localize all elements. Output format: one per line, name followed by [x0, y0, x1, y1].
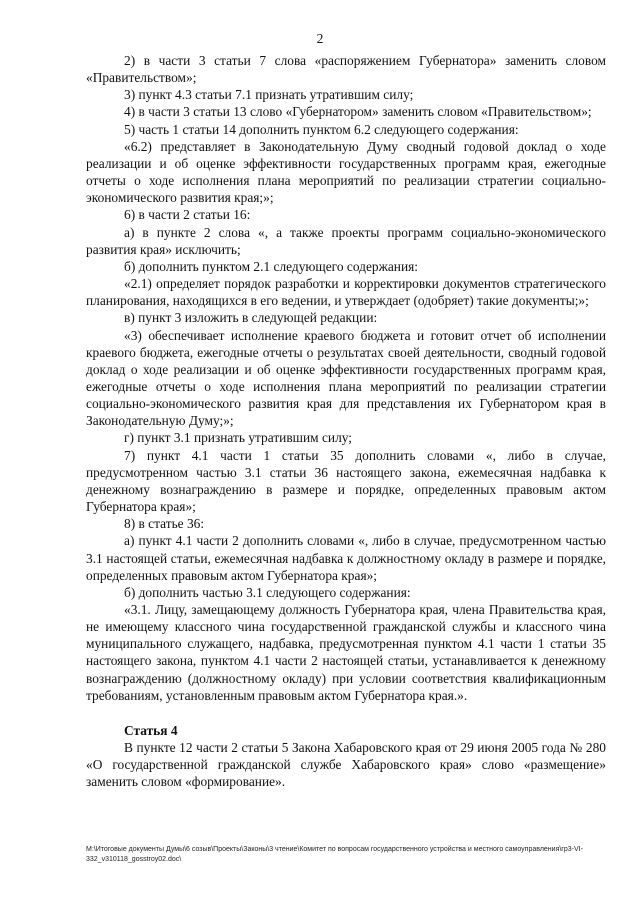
paragraph: 7) пункт 4.1 части 1 статьи 35 дополнить словами «, либо в случае, предусмотренном частью 3.1 статьи 36 настоящего закона, ежемесячная надбавка к денежному вознаграждению в размере и порядке, определенных правовым актом Губернатора края»; — [86, 447, 606, 515]
paragraph: г) пункт 3.1 признать утратившим силу; — [124, 430, 352, 446]
paragraph: 6) в части 2 статьи 16: — [124, 207, 251, 223]
document-body — [86, 52, 606, 791]
paragraph: «3) обеспечивает исполнение краевого бюджета и готовит отчет об исполнении краевого бюджета, ежегодные отчеты о результатах своей деятельности, сводный годовой доклад о ходе реализации и об оценке эффективности государственных программ края, ежегодные отчеты о ходе исполнения плана мероприятий по реализации стратегии социально-экономического развития края для представления их Губернатором края в Законодательную Думу;»; — [86, 327, 606, 429]
paragraph: а) пункт 4.1 части 2 дополнить словами «, либо в случае, предусмотренном частью 3.1 настоящей статьи, ежемесячная надбавка к должностному окладу в размере и порядке, определенных правовым актом Губернатора края»; — [86, 533, 606, 583]
paragraph: в) пункт 3 изложить в следующей редакции: — [124, 310, 378, 326]
paragraph: 3) пункт 4.3 статьи 7.1 признать утратившим силу; — [124, 87, 414, 103]
page-number: 2 — [316, 31, 324, 46]
paragraph: а) в пункте 2 слова «, а также проекты программ социально-экономического развития края» исключить; — [86, 224, 606, 257]
paragraph: 5) часть 1 статьи 14 дополнить пунктом 6.2 следующего содержания: — [124, 121, 519, 137]
paragraph: «2.1) определяет порядок разработки и корректировки документов стратегического планирования, находящихся в его ведении, и утверждает (одобряет) такие документы;»; — [86, 276, 606, 309]
file-path-footer: М:\Итоговые документы Думы\6 созыв\Проекты\Законы\3 чтение\Комитет по вопросам государственного устройства и местного самоуправления\гр3-VI-332_v310118_gosstroy02.doc\ — [86, 846, 583, 863]
article-heading: Статья 4 — [124, 722, 178, 738]
article-paragraph: В пункте 12 части 2 статьи 5 Закона Хабаровского края от 29 июня 2005 года № 280 «О государственной гражданской службе Хабаровского края» слово «размещение» заменить словом «формирование». — [86, 740, 606, 790]
paragraph: «3.1. Лицу, замещающему должность Губернатора края, члена Правительства края, не имеющему классного чина государственной гражданской службы и классного чина муниципального служащего, надбавка, предусмотренная пунктом 4.1 части 1 статьи 35 настоящего закона, пунктом 4.1 части 2 настоящей статьи, устанавливается к денежному вознаграждению (должностному окладу) при условии соответствия квалификационным требованиям, установленным правовым актом Губернатора края.». — [86, 602, 606, 703]
paragraph: 2) в части 3 статьи 7 слова «распоряжением Губернатора» заменить словом «Правительством»; — [86, 53, 606, 86]
paragraph: 4) в части 3 статьи 13 слово «Губернатором» заменить словом «Правительством»; — [124, 104, 592, 120]
paragraph: «6.2) представляет в Законодательную Думу сводный годовой доклад о ходе реализации и об оценке эффективности государственных программ края, ежегодные отчеты о ходе исполнения плана мероприятий по реализации стратегии социально-экономического развития края;»; — [86, 138, 606, 206]
paragraph: б) дополнить частью 3.1 следующего содержания: — [124, 584, 411, 600]
paragraph: б) дополнить пунктом 2.1 следующего содержания: — [124, 258, 418, 274]
paragraph: 8) в статье 36: — [124, 516, 205, 532]
